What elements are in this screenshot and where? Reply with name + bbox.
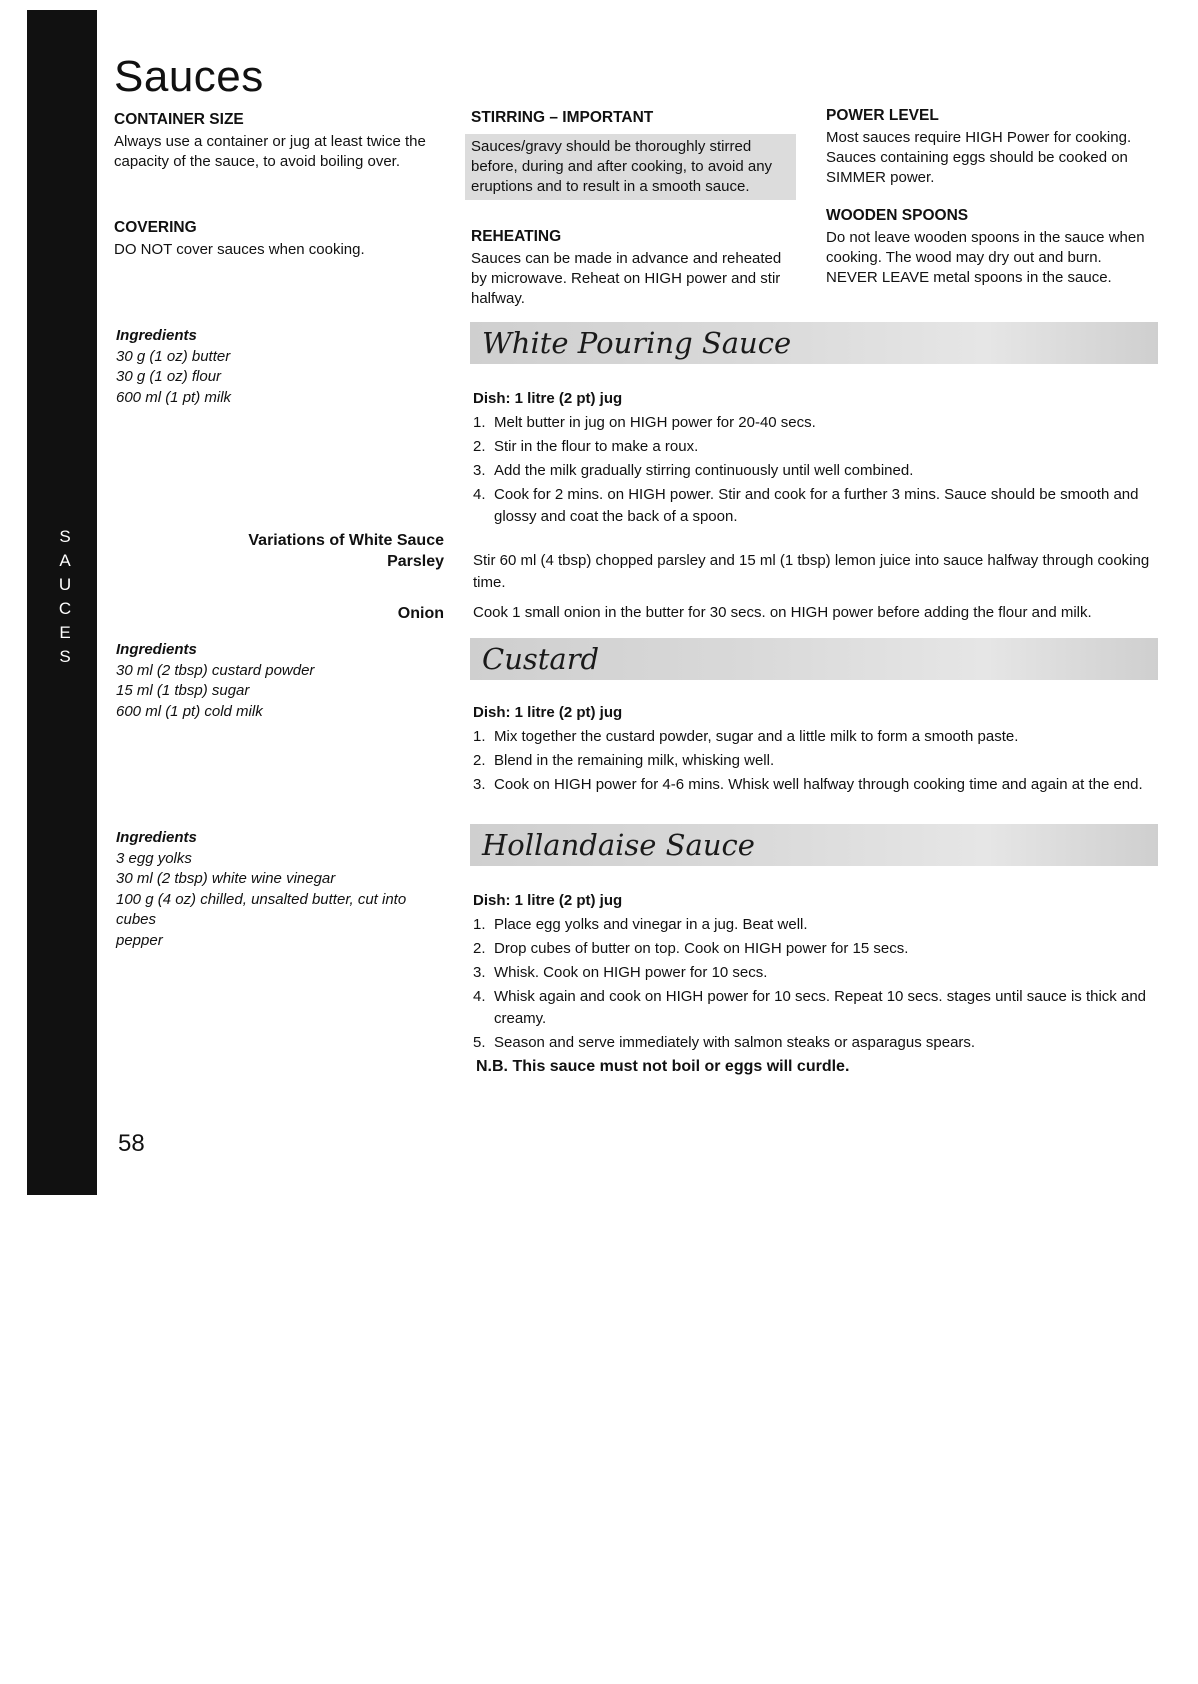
step-item: 1. Melt butter in jug on HIGH power for 20-40 secs.: [473, 414, 816, 431]
ingredient-item: 30 g (1 oz) butter: [116, 347, 231, 365]
wooden-spoons-text: Do not leave wooden spoons in the sauce when cooking. The wood may dry out and burn. NEVER LEAVE metal spoons in the sauce.: [826, 229, 1145, 286]
hollandaise-note: N.B. This sauce must not boil or eggs will curdle.: [476, 1058, 850, 1075]
covering-text: DO NOT cover sauces when cooking.: [114, 241, 365, 258]
covering-section: [114, 218, 434, 260]
power-level-text: Most sauces require HIGH Power for cooking. Sauces containing eggs should be cooked on SIMMER power.: [826, 129, 1132, 186]
reheating-heading: REHEATING: [471, 228, 562, 245]
step-item: 5. Season and serve immediately with salmon steaks or asparagus spears.: [473, 1034, 976, 1051]
step-text: Whisk again and cook on HIGH power for 10 secs. Repeat 10 secs. stages until sauce is thick and creamy.: [494, 988, 1147, 1027]
step-text: Whisk. Cook on HIGH power for 10 secs.: [494, 964, 768, 981]
hollandaise-title: Hollandaise Sauce: [482, 828, 755, 862]
custard-steps: [473, 726, 1163, 798]
step-item: 1. Mix together the custard powder, sugar and a little milk to form a smooth paste.: [473, 728, 1019, 745]
step-text: Add the milk gradually stirring continuously until well combined.: [494, 462, 914, 479]
wooden-spoons-section: [826, 206, 1146, 288]
step-text: Blend in the remaining milk, whisking well.: [494, 752, 775, 769]
wooden-spoons-heading: WOODEN SPOONS: [826, 207, 969, 224]
side-letter: A: [59, 551, 71, 570]
ingredients-heading: Ingredients: [116, 641, 197, 658]
step-item: 2. Drop cubes of butter on top. Cook on HIGH power for 15 secs.: [473, 940, 909, 957]
power-level-section: [826, 106, 1146, 188]
variation-onion-label: Onion: [397, 605, 444, 622]
step-text: Cook on HIGH power for 4-6 mins. Whisk well halfway through cooking time and again at the end.: [494, 776, 1143, 793]
variation-parsley-label: Parsley: [387, 553, 444, 570]
step-text: Mix together the custard powder, sugar and a little milk to form a smooth paste.: [494, 728, 1019, 745]
ingredient-item: 600 ml (1 pt) milk: [116, 388, 232, 406]
ingredients-heading: Ingredients: [116, 829, 197, 846]
step-item: 4. Whisk again and cook on HIGH power for 10 secs. Repeat 10 secs. stages until sauce is thick and creamy.: [473, 988, 1147, 1027]
step-text: Stir in the flour to make a roux.: [494, 438, 699, 455]
custard-banner: [470, 638, 1158, 680]
step-text: Drop cubes of butter on top. Cook on HIGH power for 15 secs.: [494, 940, 909, 957]
step-item: 1. Place egg yolks and vinegar in a jug. Beat well.: [473, 916, 808, 933]
ingredient-item: 30 ml (2 tbsp) custard powder: [116, 661, 315, 679]
step-item: 2. Blend in the remaining milk, whisking well.: [473, 752, 775, 769]
white-sauce-ingredients: [116, 326, 231, 408]
side-letter: S: [59, 647, 71, 666]
step-item: 2. Stir in the flour to make a roux.: [473, 438, 699, 455]
side-section-label: [54, 525, 76, 669]
ingredient-item: 600 ml (1 pt) cold milk: [116, 702, 263, 720]
covering-heading: COVERING: [114, 219, 197, 236]
step-item: 3. Cook on HIGH power for 4-6 mins. Whisk well halfway through cooking time and again at the end.: [473, 776, 1143, 793]
ingredient-item: 3 egg yolks: [116, 849, 192, 867]
page-title: Sauces: [114, 52, 264, 101]
white-sauce-title: White Pouring Sauce: [482, 326, 792, 360]
custard-ingredients: [116, 640, 314, 722]
step-text: Place egg yolks and vinegar in a jug. Beat well.: [494, 916, 808, 933]
container-size-heading: CONTAINER SIZE: [114, 111, 244, 128]
power-level-heading: POWER LEVEL: [826, 107, 939, 124]
step-item: 3. Whisk. Cook on HIGH power for 10 secs.: [473, 964, 768, 981]
container-size-section: [114, 110, 434, 172]
variations-heading: Variations of White Sauce: [248, 532, 444, 549]
stirring-section: [471, 108, 796, 200]
variation-onion-text: Cook 1 small onion in the butter for 30 secs. on HIGH power before adding the flour and milk.: [473, 604, 1092, 621]
side-letter: S: [59, 527, 71, 546]
hollandaise-dish: Dish: 1 litre (2 pt) jug: [473, 892, 623, 909]
step-item: 4. Cook for 2 mins. on HIGH power. Stir and cook for a further 3 mins. Sauce should be smooth and glossy and coat the back of a spoon.: [473, 486, 1139, 525]
stirring-heading: STIRRING – IMPORTANT: [471, 109, 654, 126]
step-text: Melt butter in jug on HIGH power for 20-40 secs.: [494, 414, 816, 431]
custard-dish: Dish: 1 litre (2 pt) jug: [473, 704, 623, 721]
ingredient-item: 15 ml (1 tbsp) sugar: [116, 682, 250, 699]
white-sauce-dish: Dish: 1 litre (2 pt) jug: [473, 390, 623, 407]
hollandaise-steps: [473, 914, 1163, 1056]
hollandaise-banner: [470, 824, 1158, 866]
step-text: Cook for 2 mins. on HIGH power. Stir and cook for a further 3 mins. Sauce should be smooth and glossy and coat the back of a spoon.: [494, 486, 1139, 525]
stirring-text: Sauces/gravy should be thoroughly stirred before, during and after cooking, to avoid any eruptions and to result in a smooth sauce.: [465, 134, 796, 200]
side-letter: E: [59, 623, 71, 642]
ingredient-item: 30 g (1 oz) flour: [116, 368, 222, 385]
page-number: 58: [118, 1130, 145, 1157]
container-size-text: Always use a container or jug at least twice the capacity of the sauce, to avoid boiling over.: [114, 133, 426, 170]
reheating-text: Sauces can be made in advance and reheated by microwave. Reheat on HIGH power and stir halfway.: [471, 250, 782, 307]
reheating-section: [471, 227, 796, 309]
ingredients-heading: Ingredients: [116, 327, 197, 344]
ingredient-item: pepper: [116, 931, 163, 949]
side-letter: U: [58, 575, 72, 594]
white-sauce-banner: [470, 322, 1158, 364]
ingredient-item: 100 g (4 oz) chilled, unsalted butter, cut into cubes: [116, 890, 407, 928]
step-item: 3. Add the milk gradually stirring continuously until well combined.: [473, 462, 914, 479]
white-sauce-steps: [473, 412, 1163, 530]
hollandaise-ingredients: [116, 828, 446, 951]
ingredient-item: 30 ml (2 tbsp) white wine vinegar: [116, 870, 336, 887]
side-letter: C: [58, 599, 72, 618]
step-text: Season and serve immediately with salmon steaks or asparagus spears.: [494, 1034, 976, 1051]
variation-parsley-text: Stir 60 ml (4 tbsp) chopped parsley and 15 ml (1 tbsp) lemon juice into sauce halfway through cooking time.: [473, 552, 1150, 591]
custard-title: Custard: [482, 642, 600, 676]
